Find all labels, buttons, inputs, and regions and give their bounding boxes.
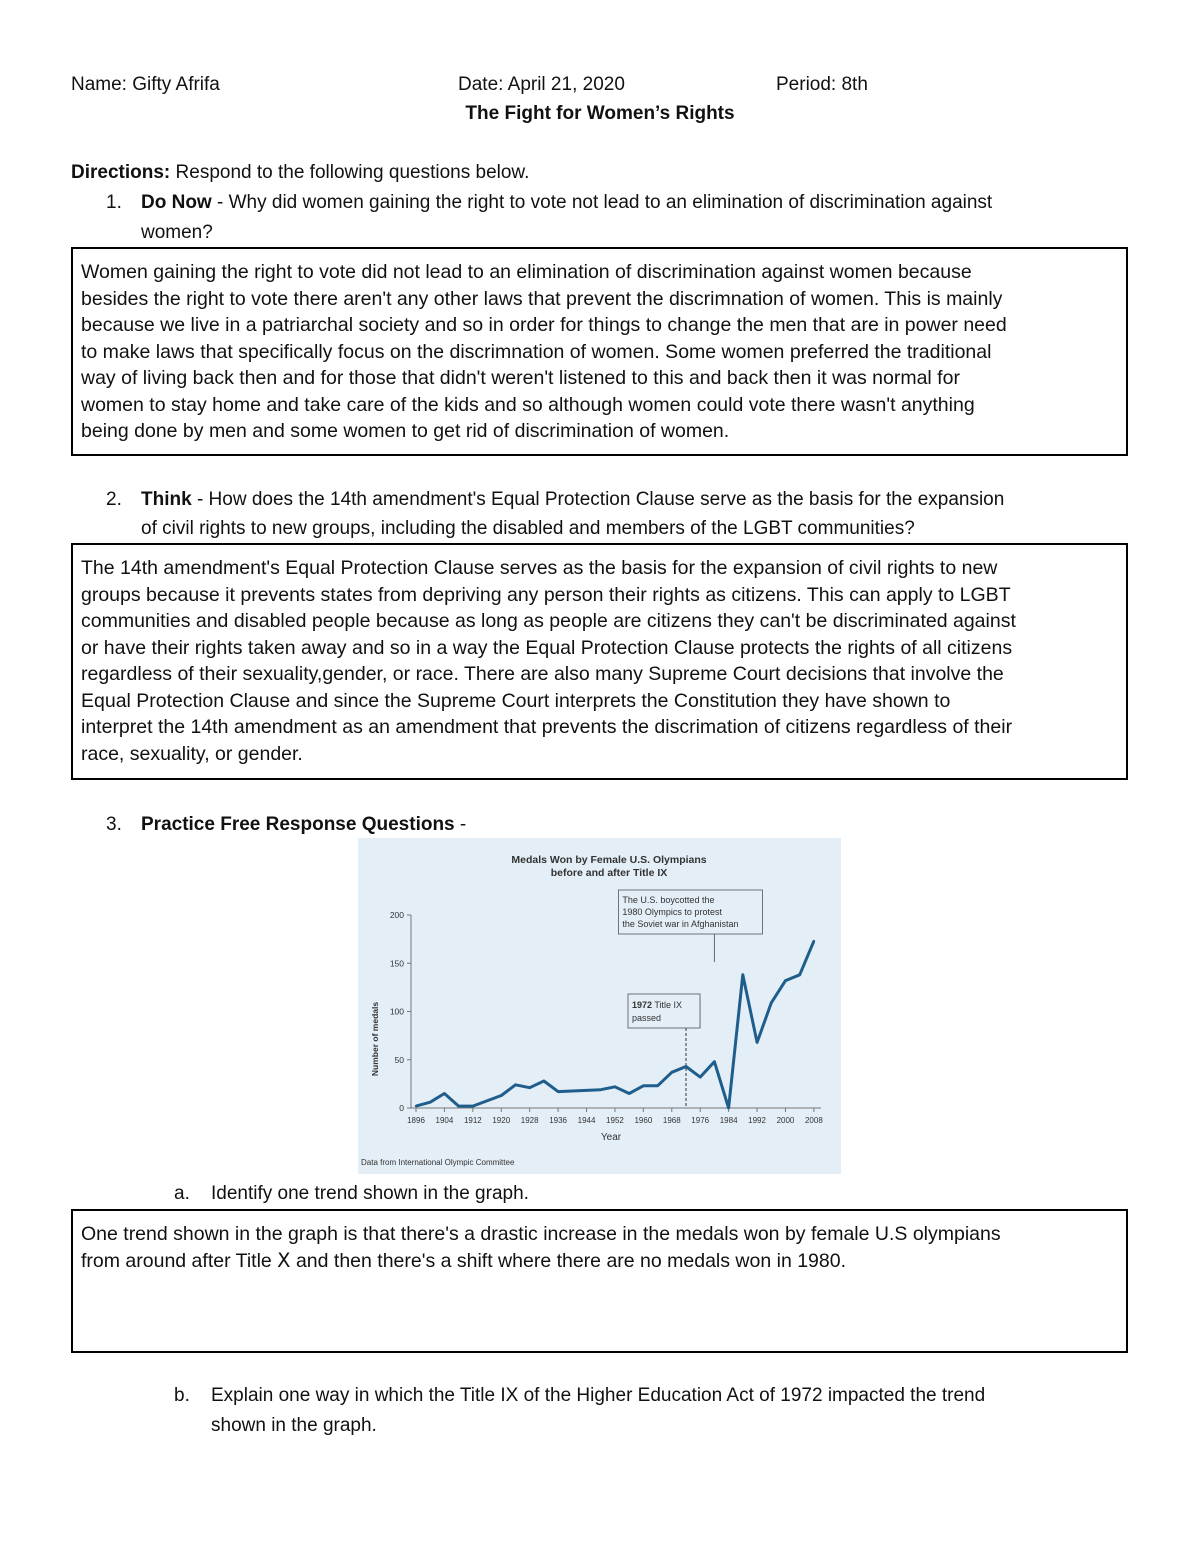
y-tick-label: 100 — [389, 1006, 404, 1017]
q2-line2: of civil rights to new groups, including the disabled and members of the LGBT communities? — [141, 518, 915, 539]
x-tick-label: 1952 — [606, 1116, 624, 1125]
x-tick-label: 1944 — [577, 1116, 596, 1125]
data-point — [528, 1087, 530, 1089]
q1-line2: women? — [141, 222, 213, 243]
data-point — [642, 1085, 644, 1087]
y-axis-label: Number of medals — [370, 1001, 380, 1077]
q2-answer-line: race, sexuality, or gender. — [81, 742, 303, 765]
directions — [71, 159, 529, 186]
data-point — [756, 1041, 758, 1043]
q3a-answer-box[interactable] — [71, 1209, 1128, 1353]
boycott-annotation-line2: 1980 Olympics to protest — [622, 907, 722, 917]
data-point — [429, 1101, 431, 1103]
q1-answer-line: Women gaining the right to vote did not lead to an elimination of discrimination against women because — [81, 261, 972, 283]
q3a-prompt — [211, 1180, 529, 1207]
title-ix-annotation-line2: passed — [632, 1013, 662, 1023]
q2-answer-line: communities and disabled people because as long as people are citizens they can't be discriminated against — [81, 610, 1016, 632]
data-point — [600, 1088, 602, 1090]
data-point — [628, 1092, 630, 1094]
q3b-letter: b. — [174, 1385, 190, 1406]
title-ix-annotation-line1 — [632, 1000, 682, 1010]
q3a-answer-line: One trend shown in the graph is that there's a drastic increase in the medals won by female U.S olympians — [81, 1223, 1001, 1245]
directions-label: Directions: — [71, 162, 171, 183]
q1-answer-line: to make laws that specifically focus on the discrimnation of women. Some women preferred the traditional — [81, 340, 992, 363]
q2-prompt — [141, 486, 1004, 542]
y-tick-label: 150 — [389, 958, 404, 969]
q1-answer-line: because we live in a patriarchal society and so in order for things to change the men that are in power need — [81, 314, 1007, 336]
q3a-letter: a. — [174, 1183, 190, 1204]
q1-line1: - Why did women gaining the right to vote not lead to an elimination of discrimination against — [211, 192, 993, 213]
data-point — [656, 1085, 658, 1087]
q2-answer-box[interactable] — [71, 543, 1128, 780]
q3a-text: Identify one trend shown in the graph. — [211, 1183, 529, 1204]
q2-label: Think — [141, 489, 192, 510]
data-point — [514, 1084, 516, 1086]
data-point — [699, 1076, 701, 1078]
data-point — [813, 940, 815, 942]
assignment-date: Date: April 21, 2020 — [458, 74, 625, 95]
q1-label: Do Now — [141, 192, 212, 213]
y-tick-label: 50 — [394, 1054, 404, 1065]
x-axis-label: Year — [600, 1132, 622, 1143]
x-tick-label: 1896 — [407, 1116, 425, 1125]
q2-line1: - How does the 14th amendment's Equal Protection Clause serve as the basis for the expansion — [191, 489, 1005, 510]
data-point — [727, 1107, 729, 1109]
q1-prompt — [141, 189, 992, 246]
data-point — [557, 1090, 559, 1092]
data-point — [798, 974, 800, 976]
data-point — [457, 1105, 459, 1107]
class-period: Period: 8th — [776, 74, 868, 95]
data-point — [500, 1094, 502, 1096]
chart-subtitle: before and after Title IX — [550, 867, 668, 879]
q3-label: Practice Free Response Questions — [141, 814, 455, 835]
q3b-prompt — [211, 1382, 985, 1439]
data-point — [543, 1080, 545, 1082]
medals-chart — [358, 838, 841, 1174]
x-tick-label: 1904 — [435, 1116, 454, 1125]
y-tick-label: 200 — [389, 910, 404, 920]
data-point — [415, 1105, 417, 1107]
data-point — [784, 979, 786, 981]
x-tick-label: 1920 — [492, 1116, 511, 1125]
boycott-annotation-line1: The U.S. boycotted the — [622, 895, 715, 905]
page-title: The Fight for Women’s Rights — [465, 103, 735, 124]
q2-answer-line: or have their rights taken away and so in a way the Equal Protection Clause protects the rights of all citizens — [81, 636, 1013, 659]
q2-answer-line: The 14th amendment's Equal Protection Clause serves as the basis for the expansion of civil rights to new — [81, 557, 998, 579]
data-point — [614, 1086, 616, 1088]
student-name: Name: Gifty Afrifa — [71, 74, 220, 95]
q2-answer-line: interpret the 14th amendment as an amendment that prevents the discrimation of citizens regardless of their — [81, 716, 1013, 738]
q1-answer-line: women to stay home and take care of the kids and so although women could vote there wasn't anything — [81, 393, 975, 416]
q2-answer-line: regardless of their sexuality,gender, or race. There are also many Supreme Court decisions that involve the — [81, 663, 1004, 685]
q3-suffix: - — [454, 814, 467, 835]
q3-prompt — [141, 811, 466, 838]
x-tick-label: 1992 — [748, 1116, 766, 1125]
q2-answer-line: Equal Protection Clause and since the Supreme Court interprets the Constitution they have shown to — [81, 689, 951, 712]
medals-series-line — [416, 941, 814, 1108]
q1-number: 1. — [106, 192, 122, 213]
q1-answer-line: way of living back then and for those that didn't weren't listened to this and back then it was normal for — [81, 367, 960, 389]
medals-chart-svg — [358, 838, 841, 1174]
x-tick-label: 1928 — [520, 1116, 539, 1125]
x-tick-label: 1976 — [691, 1116, 710, 1125]
directions-text: Respond to the following questions below. — [170, 162, 530, 183]
x-tick-label: 2008 — [804, 1116, 823, 1125]
data-point — [671, 1071, 673, 1073]
x-tick-label: 1968 — [662, 1116, 681, 1125]
q1-answer-box[interactable] — [71, 247, 1128, 456]
data-point — [443, 1092, 445, 1094]
chart-title: Medals Won by Female U.S. Olympians — [511, 854, 707, 866]
q3a-answer-line: from around after Title Ⅹ and then there's a shift where there are no medals won in 1980. — [81, 1249, 847, 1272]
x-tick-label: 1984 — [719, 1116, 738, 1125]
q1-answer-line: being done by men and some women to get rid of discrimination of women. — [81, 420, 730, 442]
data-point — [472, 1105, 474, 1107]
title-ix-annotation-rest: Title IX — [652, 1000, 683, 1010]
x-tick-label: 1936 — [549, 1116, 568, 1125]
data-point — [742, 974, 744, 976]
y-tick-label: 0 — [399, 1103, 404, 1113]
q1-answer-line: besides the right to vote there aren't any other laws that prevent the discrimnation of women. This is mainly — [81, 287, 1003, 310]
data-point — [685, 1065, 687, 1067]
data-point — [770, 1002, 772, 1004]
x-tick-label: 1912 — [463, 1116, 482, 1125]
x-tick-label: 2000 — [776, 1116, 795, 1125]
boycott-annotation-line3: the Soviet war in Afghanistan — [622, 919, 739, 929]
title-ix-annotation-bold: 1972 — [632, 1000, 653, 1010]
chart-source: Data from International Olympic Committee — [361, 1158, 515, 1167]
x-tick-label: 1960 — [634, 1116, 653, 1125]
q2-answer-line: groups because it prevents states from depriving any person their rights as citizens. This can apply to LGBT — [81, 583, 1011, 606]
q2-number: 2. — [106, 489, 122, 510]
data-point — [713, 1060, 715, 1062]
q3b-line1: Explain one way in which the Title IX of the Higher Education Act of 1972 impacted the trend — [211, 1385, 986, 1406]
q3b-line2: shown in the graph. — [211, 1415, 377, 1436]
q3-number: 3. — [106, 814, 122, 835]
